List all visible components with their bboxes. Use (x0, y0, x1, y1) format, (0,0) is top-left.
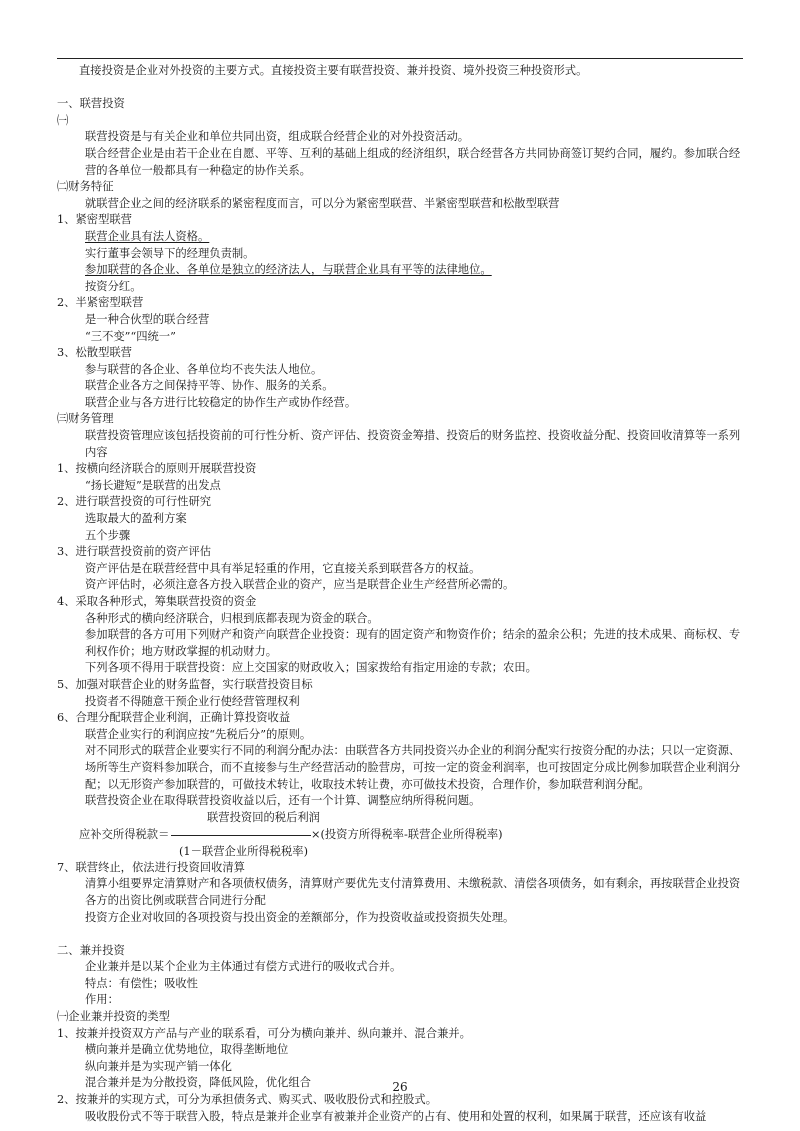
line-text: 联营投资是与有关企业和单位共同出资，组成联合经营企业的对外投资活动。 (85, 130, 470, 144)
line-text: 联营企业各方之间保持平等、协作、服务的关系。 (85, 379, 334, 393)
line-text: “扬长避短”是联营的出发点 (85, 478, 221, 492)
text-line (57, 976, 745, 993)
text-line (57, 395, 745, 412)
text-line (57, 743, 745, 793)
text-line (57, 528, 745, 545)
text-line (57, 179, 745, 196)
text-line (57, 378, 745, 395)
formula-rhs: ×(投资方所得税率-联营企业所得税率) (311, 827, 503, 841)
line-text: 企业兼并是以某个企业为主体通过有偿方式进行的吸收式合并。 (85, 960, 402, 974)
text-line (57, 113, 745, 130)
line-text: 1、按兼并投资双方产品与产业的联系看，可分为横向兼并、纵向兼并、混合兼并。 (57, 1026, 471, 1040)
text-line (57, 212, 745, 229)
line-text: 4、采取各种形式，筹集联营投资的资金 (57, 595, 257, 608)
text-line (57, 312, 745, 329)
line-text: 就联营企业之间的经济联系的紧密程度而言，可以分为紧密型联营、半紧密型联营和松散型联营 (85, 196, 560, 210)
line-text: 横向兼并是确立优势地位，取得垄断地位 (85, 1043, 289, 1057)
line-text: 混合兼并是为分散投资，降低风险，优化组合 (85, 1076, 311, 1090)
text-line (57, 345, 745, 362)
line-text: 清算小组要界定清算财产和各项债权债务，清算财产要优先支付清算费用、未缴税款、清偿各项债务，如有剩余，再按联营企业投资各方的出资比例或联营合同进行分配 (85, 877, 741, 907)
line-text: 对不同形式的联营企业要实行不同的利润分配办法：由联营各方共同投资兴办企业的利润分配实行按资分配的办法；只以一定资源、场所等生产资料参加联合，而不直接参与生产经营活动的脸营房，可按一定的资金利润率，也可按固定分成比例参加联营企业利润分配；以无形资产参加联营的，可做技术转让，收取技术转让费，亦可做技术投资，合理作价，参加联营利润分配。 (85, 744, 741, 791)
text-line (57, 1009, 745, 1026)
text-line (57, 959, 745, 976)
line-text: 特点：有偿性；吸收性 (85, 976, 198, 990)
text-line (57, 594, 745, 611)
text-line (57, 362, 745, 379)
line-text: 参与联营的各企业、各单位均不丧失法人地位。 (85, 362, 323, 376)
line-text: 参加联营的各企业、各单位是独立的经济法人，与联营企业具有平等的法律地位。 (85, 263, 492, 277)
line-text: 直接投资是企业对外投资的主要方式。直接投资主要有联营投资、兼并投资、境外投资三种投资形式。 (79, 64, 588, 77)
line-text: 下列各项不得用于联营投资：应上交国家的财政收入；国家拨给有指定用途的专款；农田。 (85, 661, 537, 675)
line-text: 选取最大的盈利方案 (85, 512, 187, 526)
text-line (57, 992, 745, 1009)
line-text: 2、按兼并的实现方式，可分为承担债务式、购买式、吸收股份式和控股式。 (57, 1093, 437, 1107)
line-text: ㈡财务特征 (57, 180, 114, 194)
line-text: 联营投资企业在取得联营投资收益以后，还有一个计算、调整应纳所得税问题。 (85, 794, 481, 808)
text-line (57, 1092, 745, 1109)
text-line (57, 677, 745, 694)
text-line (57, 727, 745, 744)
text-line (57, 411, 745, 428)
text-line (57, 694, 745, 711)
line-text: 2、进行联营投资的可行性研究 (57, 495, 212, 509)
text-line (57, 262, 745, 279)
line-text: 2、半紧密型联营 (57, 296, 144, 310)
text-line (57, 943, 745, 960)
formula-denominator: (1－联营企业所得税税率) (179, 844, 308, 858)
line-text: 联营投资管理应该包括投资前的可行性分析、资产评估、投资资金筹措、投资后的财务监控、投资收益分配、投资回收清算等一系列内容 (85, 429, 741, 459)
text-line (57, 494, 745, 511)
line-text: ㈠企业兼并投资的类型 (57, 1010, 170, 1024)
document-body (57, 63, 745, 1125)
text-line (57, 627, 745, 660)
text-line (57, 577, 745, 594)
text-line (57, 860, 745, 877)
text-line (57, 1109, 745, 1126)
formula-lhs: 应补交所得税款＝ (79, 827, 170, 841)
text-line (57, 710, 745, 727)
text-line (57, 246, 745, 263)
text-block-1 (57, 63, 745, 810)
text-line (57, 793, 745, 810)
text-line (57, 279, 745, 296)
tax-formula (57, 810, 745, 860)
line-text: 联营企业具有法人资格。 (85, 229, 210, 243)
line-text: 5、加强对联营企业的财务监督，实行联营投资目标 (57, 677, 313, 691)
line-text: 二、兼并投资 (57, 943, 125, 957)
fraction-bar (171, 835, 311, 836)
line-text: 各种形式的横向经济联合，归根到底都表现为资金的联合。 (85, 611, 379, 625)
line-text: 一、联营投资 (57, 97, 125, 111)
text-line (57, 129, 745, 146)
text-line (57, 876, 745, 909)
line-text: 五个步骤 (85, 528, 131, 542)
text-line (57, 295, 745, 312)
text-line (57, 511, 745, 528)
text-line (57, 1026, 745, 1043)
line-text: 作用： (85, 993, 119, 1007)
text-line (57, 196, 745, 213)
line-text: 按资分红。 (85, 279, 142, 293)
text-line (57, 329, 745, 346)
line-text: 是一种合伙型的联合经营 (85, 312, 210, 326)
text-line (57, 611, 745, 628)
line-text: 资产评估时，必须注意各方投入联营企业的资产，应当是联营企业生产经营所必需的。 (85, 578, 515, 592)
blank-line (57, 80, 745, 97)
line-text: 投资方企业对收回的各项投资与投出资金的差额部分，作为投资收益或投资损失处理。 (85, 910, 515, 924)
text-line (57, 561, 745, 578)
text-line (57, 660, 745, 677)
line-text: 联合经营企业是由若干企业在自愿、平等、互利的基础上组成的经济组织，联合经营各方共同协商签订契约合同，履约。参加联合经营的各单位一般都具有一种稳定的协作关系。 (85, 146, 741, 177)
text-line (57, 63, 745, 80)
line-text: 纵向兼并是为实现产销一体化 (85, 1059, 232, 1073)
page-number: 26 (392, 1080, 408, 1094)
formula-numerator: 联营投资回的税后利润 (207, 810, 320, 824)
text-line (57, 478, 745, 495)
text-line (57, 544, 745, 561)
text-line (57, 146, 745, 179)
text-line (57, 1059, 745, 1076)
line-text: 1、紧密型联营 (57, 213, 132, 227)
line-text: 实行董事会领导下的经理负责制。 (85, 246, 255, 260)
line-text: 1、按横向经济联合的原则开展联营投资 (57, 462, 257, 476)
blank-line (57, 926, 745, 943)
line-text: ㈠ (57, 113, 69, 127)
line-text: ㈢财务管理 (57, 412, 114, 426)
text-line (57, 461, 745, 478)
text-line (57, 428, 745, 461)
line-text: 参加联营的各方可用下列财产和资产向联营企业投资：现有的固定资产和物资作价；结余的盈余公积；先进的技术成果、商标权、专利权作价；地方财政掌握的机动财力。 (85, 628, 741, 658)
text-line (57, 910, 745, 927)
line-text: 吸收股份式不等于联营入股，特点是兼并企业享有被兼并企业资产的占有、使用和处置的权利，如果属于联营，还应该有收益 (85, 1109, 707, 1123)
line-text: 3、进行联营投资前的资产评估 (57, 545, 212, 559)
line-text: 联营企业与各方进行比较稳定的协作生产或协作经营。 (85, 395, 357, 409)
header-rule (57, 58, 743, 59)
line-text: 联营企业实行的利润应按“先税后分”的原则。 (85, 727, 312, 741)
line-text: 7、联营终止，依法进行投资回收清算 (57, 860, 245, 874)
text-line (57, 96, 745, 113)
line-text: 6、合理分配联营企业利润，正确计算投资收益 (57, 711, 291, 725)
line-text: 3、松散型联营 (57, 346, 132, 360)
text-line (57, 229, 745, 246)
text-line (57, 1042, 745, 1059)
line-text: “三不变”“四统一” (85, 329, 176, 343)
line-text: 资产评估是在联营经营中具有举足轻重的作用，它直接关系到联营各方的权益。 (85, 561, 481, 575)
line-text: 投资者不得随意干预企业行使经营管理权利 (85, 694, 300, 708)
